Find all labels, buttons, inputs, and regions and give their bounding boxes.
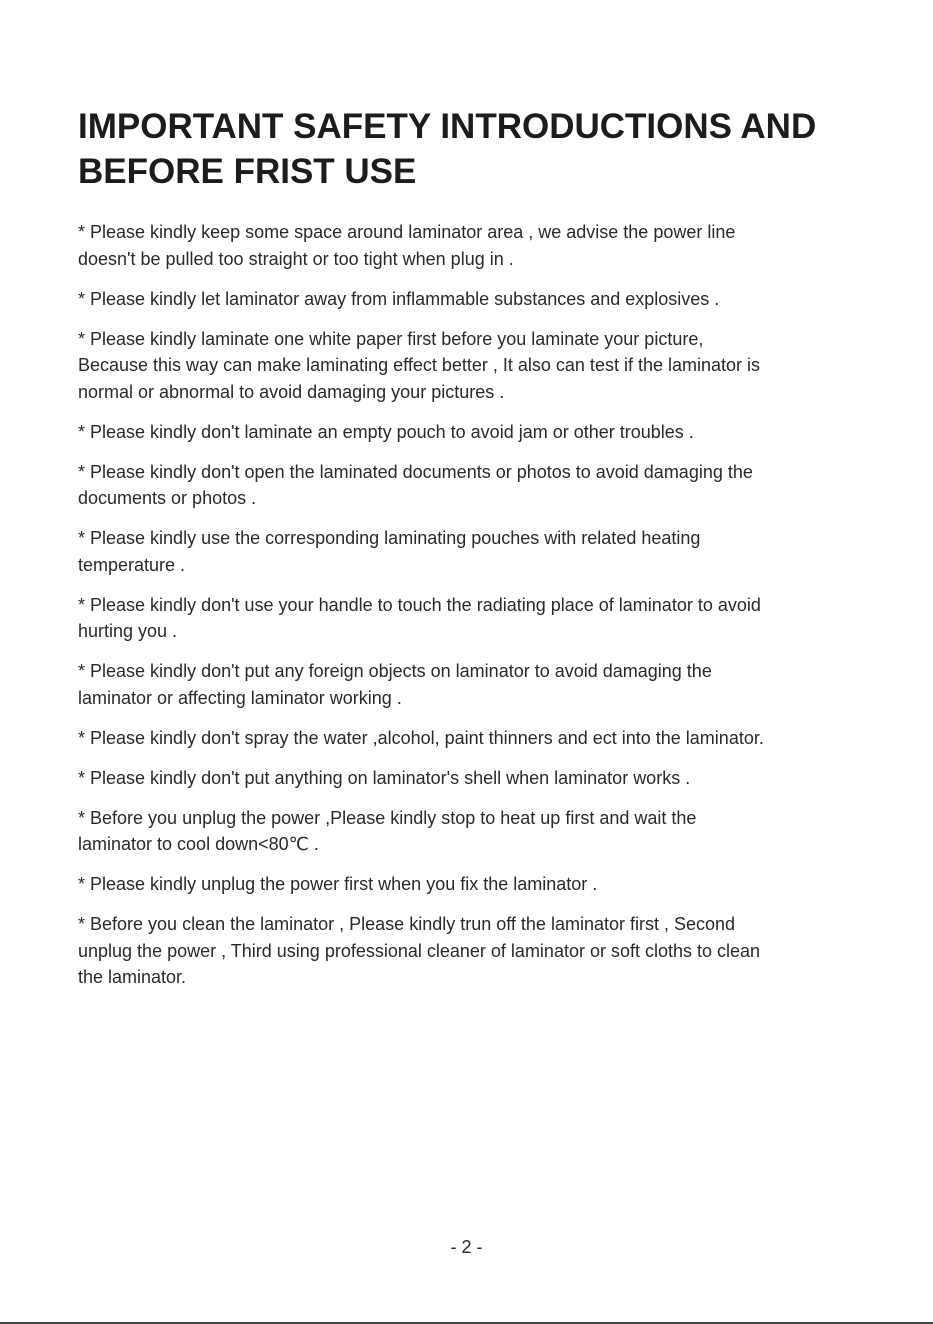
instruction-item bbox=[78, 419, 858, 446]
instruction-item bbox=[78, 326, 858, 406]
instruction-line: * Please kindly don't laminate an empty pouch to avoid jam or other troubles . bbox=[78, 421, 694, 442]
instruction-line: * Please kindly laminate one white paper first before you laminate your picture, bbox=[78, 328, 704, 349]
instruction-item bbox=[78, 658, 858, 711]
page-title bbox=[78, 104, 878, 194]
instruction-line: temperature . bbox=[78, 554, 186, 575]
instruction-line: * Please kindly don't use your handle to touch the radiating place of laminator to avoid bbox=[78, 594, 761, 615]
instruction-line: * Before you clean the laminator , Please kindly trun off the laminator first , Second bbox=[78, 914, 736, 934]
instruction-line: laminator or affecting laminator working . bbox=[78, 687, 402, 708]
instruction-line: * Please kindly don't open the laminated documents or photos to avoid damaging the bbox=[78, 461, 753, 482]
instruction-line: * Please kindly don't put anything on laminator's shell when laminator works . bbox=[78, 767, 691, 788]
instruction-line: * Please kindly let laminator away from inflammable substances and explosives . bbox=[78, 288, 720, 309]
instruction-line: * Please kindly don't spray the water ,alcohol, paint thinners and ect into the laminator. bbox=[78, 727, 764, 748]
page-number: - 2 - bbox=[450, 1237, 483, 1257]
instruction-line: * Please kindly don't put any foreign objects on laminator to avoid damaging the bbox=[78, 661, 712, 681]
instruction-item bbox=[78, 592, 858, 645]
title-line-1: IMPORTANT SAFETY INTRODUCTIONS AND bbox=[78, 107, 817, 146]
instruction-item bbox=[78, 725, 858, 752]
instruction-item bbox=[78, 286, 858, 313]
instruction-item bbox=[78, 459, 858, 512]
safety-instructions-list bbox=[78, 219, 858, 1004]
instruction-line: normal or abnormal to avoid damaging your pictures . bbox=[78, 381, 505, 402]
instruction-line: * Please kindly use the corresponding laminating pouches with related heating bbox=[78, 528, 701, 548]
instruction-item bbox=[78, 219, 858, 272]
instruction-item bbox=[78, 871, 858, 898]
instruction-line: documents or photos . bbox=[78, 488, 257, 508]
instruction-line: Because this way can make laminating effect better , It also can test if the laminator is bbox=[78, 355, 761, 375]
instruction-line: unplug the power , Third using professional cleaner of laminator or soft cloths to clean bbox=[78, 940, 761, 961]
title-line-2: BEFORE FRIST USE bbox=[78, 152, 417, 191]
instruction-line: the laminator. bbox=[78, 967, 187, 987]
instruction-item bbox=[78, 911, 858, 991]
instruction-line: laminator to cool down<80℃ . bbox=[78, 834, 319, 854]
instruction-line: * Before you unplug the power ,Please kindly stop to heat up first and wait the bbox=[78, 807, 697, 828]
instruction-line: hurting you . bbox=[78, 621, 178, 641]
instruction-item bbox=[78, 805, 858, 858]
instruction-line: doesn't be pulled too straight or too tight when plug in . bbox=[78, 248, 514, 269]
instruction-line: * Please kindly unplug the power first when you fix the laminator . bbox=[78, 874, 598, 894]
instruction-item bbox=[78, 525, 858, 578]
instruction-item bbox=[78, 765, 858, 792]
instruction-line: * Please kindly keep some space around laminator area , we advise the power line bbox=[78, 222, 736, 242]
